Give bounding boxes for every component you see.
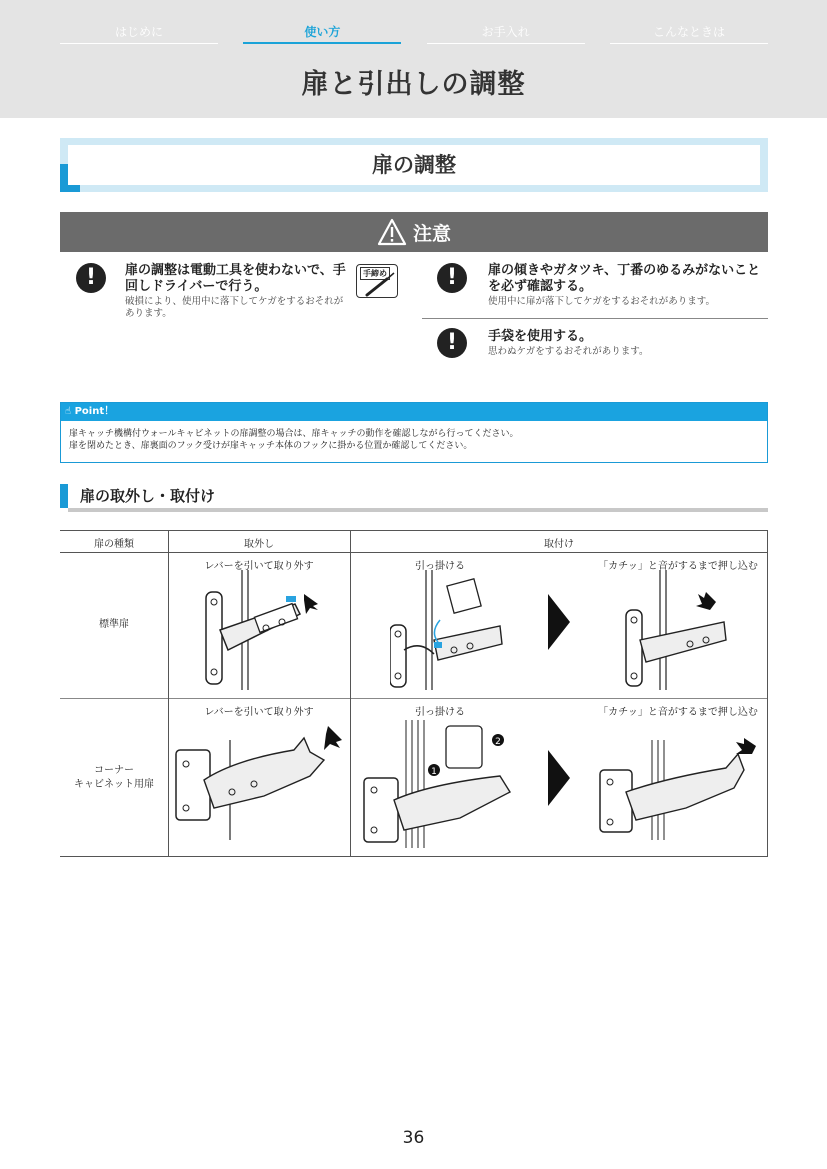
page-title: 扉と引出しの調整 [301, 69, 526, 100]
hand-screwdriver-icon [356, 264, 398, 298]
table-rule [60, 552, 768, 553]
caption-push: 「カチッ」と音がするまで押し込む [598, 707, 758, 718]
row-label-standard: 標準扉 [99, 619, 129, 630]
caution-mandatory-icon: ! [76, 263, 106, 293]
svg-text:1: 1 [431, 767, 437, 777]
header-door-type: 扉の種類 [94, 539, 134, 550]
tab-troubleshooting[interactable]: こんなときは [610, 22, 768, 44]
tejime-label: 手締め [360, 267, 390, 280]
pointing-hand-icon: ☝ [65, 406, 72, 417]
caution-item [488, 263, 764, 308]
table-rule [60, 698, 768, 699]
caution-title: 注意 [412, 222, 451, 245]
caution-mandatory-icon: ! [437, 328, 467, 358]
section-banner [60, 138, 768, 192]
caption-push: 「カチッ」と音がするまで押し込む [598, 561, 758, 572]
caution-heading: 扉の調整は電動工具を使わないで、手回しドライバーで行う。 [125, 263, 346, 294]
caution-detail: 思わぬケガをするおそれがあります。 [488, 346, 649, 357]
caution-bar [60, 212, 768, 252]
corner-hinge-hook-illustration [360, 720, 530, 848]
point-line: 扉を閉めたとき、扉裏面のフック受けが扉キャッチ本体のフックに掛かる位置か確認してください。 [69, 441, 473, 451]
warning-triangle-icon [377, 218, 407, 246]
tab-intro[interactable]: はじめに [60, 22, 218, 44]
point-header [61, 403, 767, 421]
table-rule [60, 856, 768, 857]
section-title: 扉の調整 [68, 145, 760, 185]
header-remove: 取外し [244, 539, 274, 550]
caution-divider [422, 318, 768, 319]
corner-hinge-remove-illustration [174, 720, 350, 840]
caution-heading: 扉の傾きやガタツキ、丁番のゆるみがないことを必ず確認する。 [488, 263, 761, 294]
page-number: 36 [402, 1128, 425, 1148]
caution-item [125, 263, 347, 320]
subsection-marker [60, 484, 68, 508]
header-attach: 取付け [544, 539, 574, 550]
subsection-heading [60, 484, 768, 512]
tab-care[interactable]: お手入れ [427, 22, 585, 44]
caption-remove: レバーを引いて取り外す [204, 707, 314, 718]
caption-hook: 引っ掛ける [415, 707, 465, 718]
subsection-underline [68, 508, 768, 512]
hinge-hook-illustration [390, 570, 510, 690]
caution-item [488, 329, 764, 358]
caution-detail: 破損により、使用中に落下してケガをするおそれがあります。 [125, 296, 344, 319]
table-rule [767, 530, 768, 857]
row-label-corner: コーナー キャビネット用扉 [74, 765, 154, 790]
caution-heading: 手袋を使用する。 [488, 329, 593, 344]
hinge-remove-illustration [200, 570, 330, 690]
caption-remove: レバーを引いて取り外す [204, 561, 314, 572]
tab-usage[interactable]: 使い方 [243, 22, 401, 44]
caution-mandatory-icon: ! [437, 263, 467, 293]
door-hinge-table [60, 530, 768, 857]
subsection-title: 扉の取外し・取付け [80, 487, 216, 505]
caption-hook: 引っ掛ける [415, 561, 465, 572]
point-box [60, 402, 768, 463]
table-rule [350, 530, 351, 857]
svg-text:2: 2 [495, 737, 501, 747]
step-arrow-icon [548, 594, 570, 650]
caution-detail: 使用中に扉が落下してケガをするおそれがあります。 [488, 296, 716, 307]
table-rule [168, 530, 169, 857]
table-rule [60, 530, 768, 531]
corner-hinge-push-illustration [596, 730, 766, 840]
step-arrow-icon [548, 750, 570, 806]
chapter-tabs [60, 22, 768, 44]
point-line: 扉キャッチ機構付ウォールキャビネットの扉調整の場合は、扉キャッチの動作を確認しながら行ってください。 [69, 429, 519, 439]
point-label: Point！ [74, 406, 115, 417]
hinge-push-illustration [620, 570, 740, 690]
